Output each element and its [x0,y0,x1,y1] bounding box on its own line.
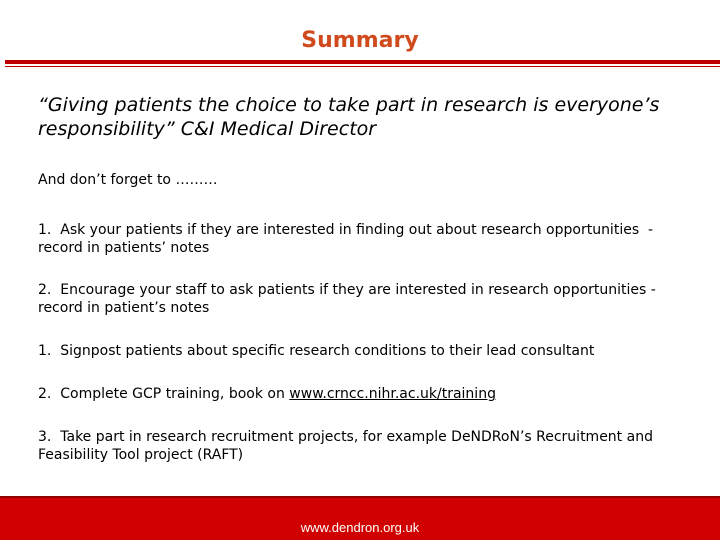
footer-url[interactable]: www.dendron.org.uk [300,520,420,535]
director-quote: “Giving patients the choice to take part in research is everyone’s responsibility” C&I Medical Director [38,94,660,140]
list-item [38,385,698,403]
intro-text: And don’t forget to ……… [38,172,218,188]
page-title: Summary [301,28,419,53]
training-link[interactable]: www.crncc.nihr.ac.uk/training [289,386,496,402]
list-item: 2. Encourage your staff to ask patients if they are interested in research opportunities - record in patient’s notes [38,282,661,316]
title-divider-thin [5,66,720,67]
list-item: 1. Ask your patients if they are interested in finding out about research opportunities - record in patients’ notes [38,222,658,256]
list-item-text: 2. Complete GCP training, book on [38,386,290,402]
list-item: 3. Take part in research recruitment projects, for example DeNDRoN’s Recruitment and Feasibility Tool project (RAFT) [38,429,658,463]
title-divider [5,60,720,64]
list-item: 1. Signpost patients about specific research conditions to their lead consultant [38,343,595,359]
